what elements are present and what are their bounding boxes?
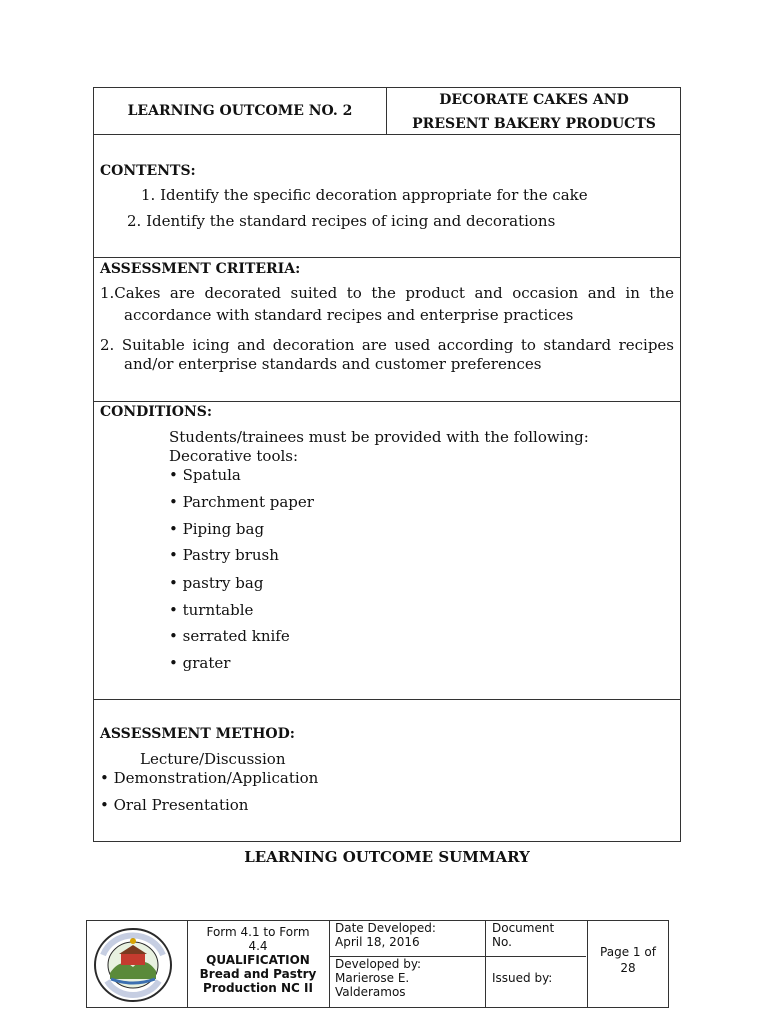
form-number-line2: 4.4 xyxy=(248,939,268,953)
tool-item: • Spatula xyxy=(169,466,241,484)
date-developed-label: Date Developed: xyxy=(335,921,436,935)
criteria-item-1-line1: 1.Cakes are decorated suited to the product and occasion and in the xyxy=(100,284,674,302)
qualification-line2: Production NC II xyxy=(203,981,313,995)
divider xyxy=(329,921,330,1007)
tool-item: • grater xyxy=(169,654,231,672)
divider xyxy=(94,134,680,135)
tool-item: • Pastry brush xyxy=(169,546,279,564)
divider xyxy=(94,401,680,402)
developer-name-line1: Marierose E. xyxy=(335,971,410,985)
divider xyxy=(485,921,486,1007)
qualification-label: QUALIFICATION xyxy=(206,953,310,967)
document-footer xyxy=(86,920,669,1008)
outcome-title-line2: PRESENT BAKERY PRODUCTS xyxy=(412,116,656,132)
divider xyxy=(94,699,680,700)
criteria-item-2-line2: and/or enterprise standards and customer preferences xyxy=(124,355,542,373)
outcome-title-line1: DECORATE CAKES AND xyxy=(439,92,629,108)
document-number-label-2: No. xyxy=(492,935,512,949)
school-seal-logo xyxy=(93,927,173,1003)
tool-item: • Parchment paper xyxy=(169,493,314,511)
page-number-line2: 28 xyxy=(620,961,636,975)
developed-by-label: Developed by: xyxy=(335,957,422,971)
method-item: • Oral Presentation xyxy=(100,796,249,814)
contents-item: 2. Identify the standard recipes of icing and decorations xyxy=(127,212,556,230)
criteria-item-2-line1: 2. Suitable icing and decoration are used according to standard recipes xyxy=(100,336,674,354)
method-item: • Demonstration/Application xyxy=(100,769,319,787)
developer-name-line2: Valderamos xyxy=(335,985,406,999)
tool-item: • Piping bag xyxy=(169,520,265,538)
criteria-item-1-line2: accordance with standard recipes and enterprise practices xyxy=(124,306,574,324)
qualification-line1: Bread and Pastry xyxy=(199,967,317,981)
issued-by-label: Issued by: xyxy=(492,971,553,985)
contents-item: 1. Identify the specific decoration appropriate for the cake xyxy=(141,186,588,204)
form-number-line1: Form 4.1 to Form xyxy=(206,925,310,939)
conditions-heading: CONDITIONS: xyxy=(100,404,213,420)
learning-outcome-number: LEARNING OUTCOME NO. 2 xyxy=(127,103,353,119)
learning-outcome-table xyxy=(93,87,681,842)
tool-item: • serrated knife xyxy=(169,627,290,645)
document-number-label: Document xyxy=(492,921,555,935)
summary-title: LEARNING OUTCOME SUMMARY xyxy=(244,848,530,866)
assessment-criteria-heading: ASSESSMENT CRITERIA: xyxy=(100,261,301,277)
date-developed-value: April 18, 2016 xyxy=(335,935,420,949)
tool-item: • pastry bag xyxy=(169,574,264,592)
tool-item: • turntable xyxy=(169,601,254,619)
method-item: Lecture/Discussion xyxy=(140,750,286,768)
conditions-intro: Students/trainees must be provided with the following: xyxy=(169,428,589,446)
page-number-line1: Page 1 of xyxy=(600,945,656,959)
conditions-subtitle: Decorative tools: xyxy=(169,447,299,465)
divider xyxy=(94,257,680,258)
contents-heading: CONTENTS: xyxy=(100,163,196,179)
assessment-method-heading: ASSESSMENT METHOD: xyxy=(100,726,295,742)
